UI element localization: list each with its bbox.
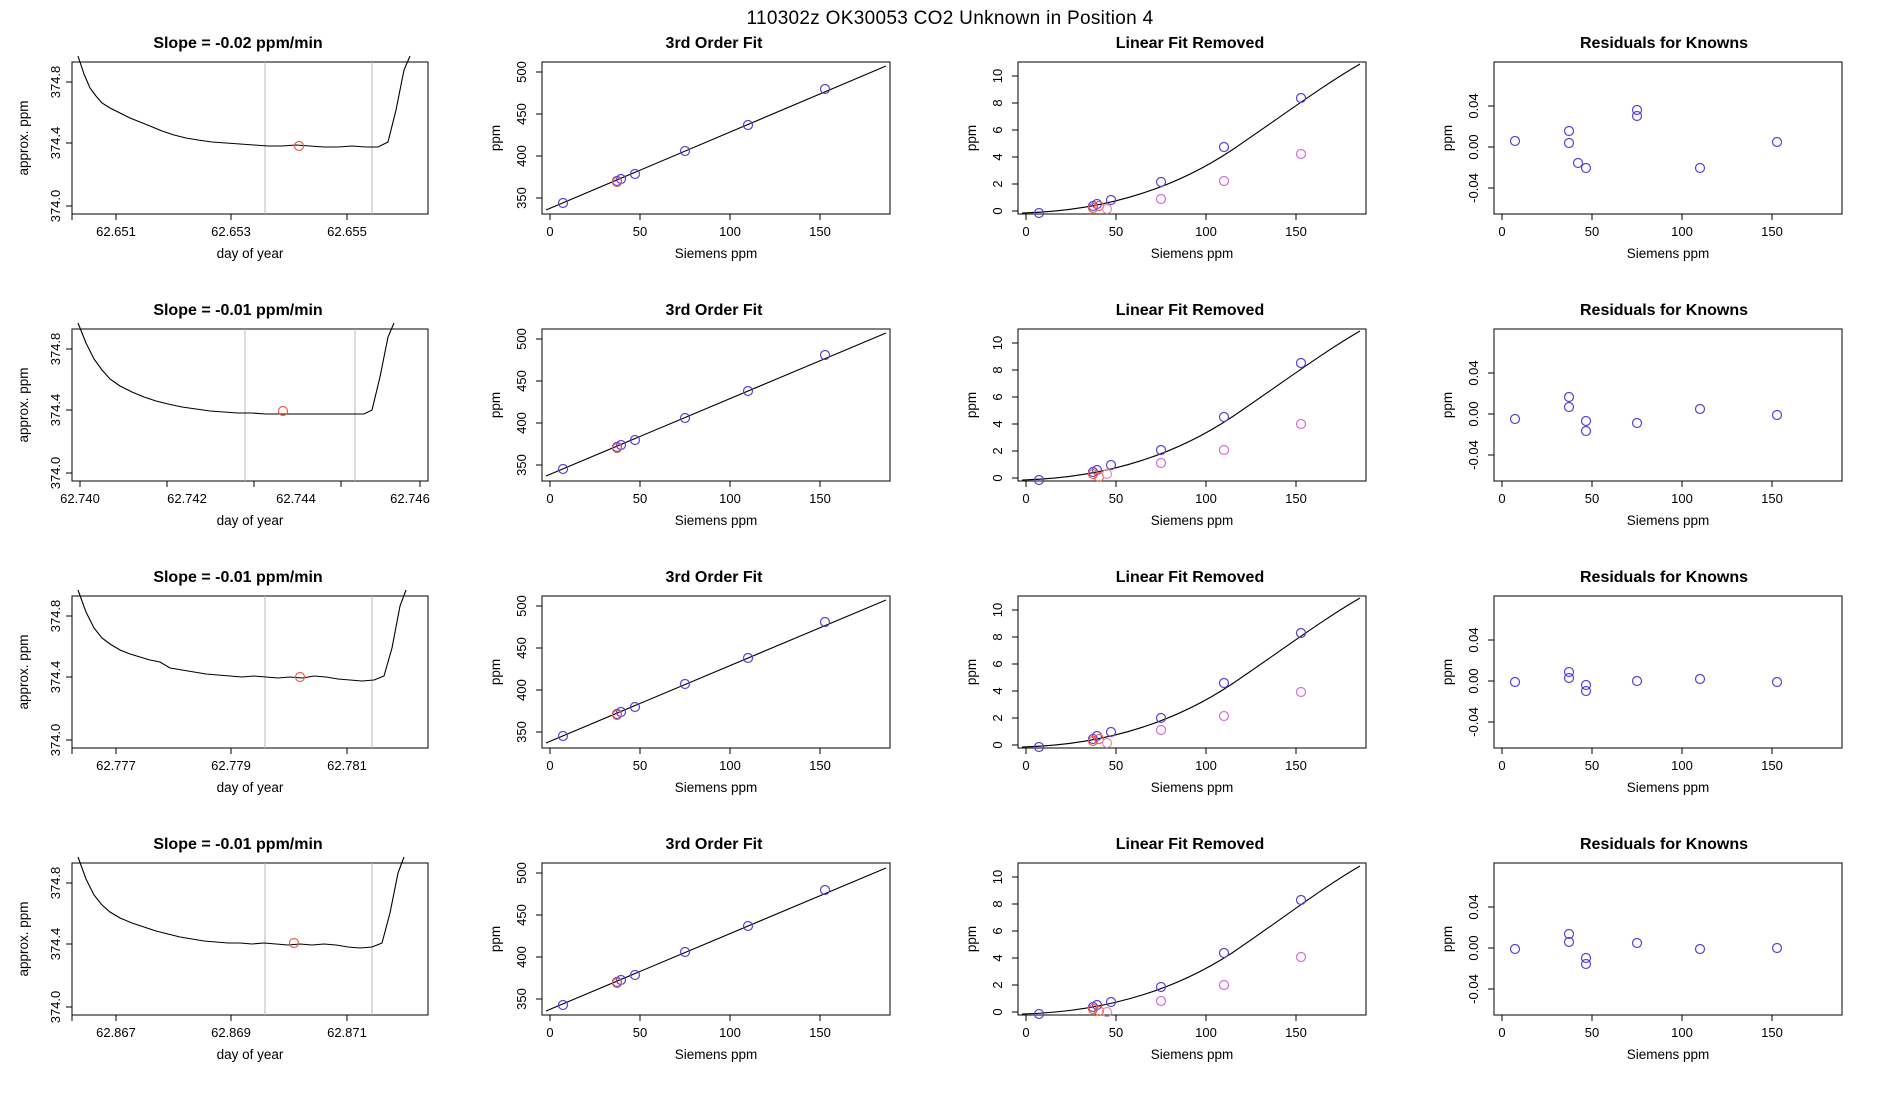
tick-x-2: 50 — [1108, 224, 1124, 239]
panel-row2-timeseries — [0, 297, 476, 564]
panel-title-slope-2: Slope = -0.01 ppm/min — [153, 302, 323, 319]
tick-y-4: 6 — [990, 660, 1005, 668]
tick-y-4: 6 — [990, 393, 1005, 401]
tick-y-4: 500 — [514, 328, 529, 350]
panel-row-2 — [0, 297, 1900, 564]
axis-label-x: Siemens ppm — [674, 246, 758, 261]
tick-x-1: 0 — [1498, 1025, 1506, 1040]
plot-row1-col2 — [476, 30, 952, 297]
axis-label-x: day of year — [216, 513, 284, 528]
tick-y-3: 450 — [514, 370, 529, 392]
axis-label-y: ppm — [964, 124, 979, 152]
tick-y-2: 374.4 — [48, 927, 63, 961]
axis-label-x: Siemens ppm — [674, 513, 758, 528]
tick-x-3: 100 — [1195, 758, 1217, 773]
tick-y-3: 0.04 — [1466, 627, 1481, 653]
tick-x-3: 100 — [719, 1025, 741, 1040]
tick-x-3: 62.781 — [327, 758, 367, 773]
axis-label-y: ppm — [488, 925, 503, 953]
axis-label-x: Siemens ppm — [1150, 513, 1234, 528]
tick-y-3: 450 — [514, 103, 529, 125]
tick-y-5: 8 — [990, 633, 1005, 641]
panel-row-4 — [0, 831, 1900, 1098]
tick-x-3: 62.655 — [327, 224, 367, 239]
tick-y-3: 0.04 — [1466, 360, 1481, 386]
axis-label-y: ppm — [488, 391, 503, 419]
plot-row4-col4 — [1428, 831, 1900, 1098]
axis-label-y: ppm — [1440, 925, 1455, 953]
tick-x-2: 50 — [1108, 1025, 1124, 1040]
plot-row2-col2 — [476, 297, 952, 564]
axis-label-y: approx. ppm — [16, 634, 31, 710]
tick-x-3: 62.744 — [276, 491, 316, 506]
tick-x-3: 100 — [1671, 1025, 1693, 1040]
panel-row1-thirdorder — [476, 30, 952, 297]
tick-y-6: 10 — [990, 68, 1005, 84]
tick-y-1: 0 — [990, 474, 1005, 482]
tick-y-1: 374.0 — [48, 456, 63, 490]
tick-x-2: 62.869 — [211, 1025, 251, 1040]
tick-y-2: 0.00 — [1466, 134, 1481, 160]
tick-y-2: 2 — [990, 447, 1005, 455]
tick-y-3: 0.04 — [1466, 93, 1481, 119]
tick-y-6: 10 — [990, 869, 1005, 885]
axis-label-y: ppm — [1440, 391, 1455, 419]
axis-label-x: Siemens ppm — [1150, 780, 1234, 795]
plot-row2-col3 — [952, 297, 1428, 564]
axis-label-y: ppm — [488, 124, 503, 152]
axis-label-y: approx. ppm — [16, 100, 31, 176]
tick-y-1: 374.0 — [48, 189, 63, 223]
plot-row1-col1 — [0, 30, 476, 297]
tick-y-1: 374.0 — [48, 723, 63, 757]
panel-title-3rd-4: 3rd Order Fit — [665, 836, 763, 853]
tick-x-3: 100 — [1195, 224, 1217, 239]
axis-label-x: Siemens ppm — [674, 1047, 758, 1062]
tick-y-1: -0.04 — [1466, 173, 1481, 203]
axis-label-x: Siemens ppm — [1626, 780, 1710, 795]
tick-y-2: 400 — [514, 412, 529, 434]
tick-y-1: -0.04 — [1466, 707, 1481, 737]
panel-title-slope-3: Slope = -0.01 ppm/min — [153, 569, 323, 586]
panel-row1-timeseries — [0, 30, 476, 297]
panel-title-linear-1: Linear Fit Removed — [1115, 35, 1265, 52]
tick-y-1: 0 — [990, 207, 1005, 215]
panel-title-resid-1: Residuals for Knowns — [1579, 35, 1749, 52]
tick-y-5: 8 — [990, 366, 1005, 374]
panel-title-slope-1: Slope = -0.02 ppm/min — [153, 35, 323, 52]
tick-x-3: 62.871 — [327, 1025, 367, 1040]
plot-row3-col3 — [952, 564, 1428, 831]
panel-grid — [0, 30, 1900, 1100]
tick-y-2: 400 — [514, 145, 529, 167]
tick-y-4: 500 — [514, 862, 529, 884]
tick-x-2: 50 — [1108, 758, 1124, 773]
axis-label-y: ppm — [1440, 124, 1455, 152]
axis-label-y: approx. ppm — [16, 901, 31, 977]
tick-y-2: 374.4 — [48, 660, 63, 694]
tick-y-3: 4 — [990, 420, 1005, 428]
tick-y-2: 0.00 — [1466, 401, 1481, 427]
axis-label-y: ppm — [964, 391, 979, 419]
panel-row2-residuals — [1428, 297, 1900, 564]
axis-label-y: ppm — [488, 658, 503, 686]
tick-x-1: 62.740 — [60, 491, 100, 506]
page-title: 110302z OK30053 CO2 Unknown in Position 4 — [746, 8, 1154, 29]
tick-x-4: 150 — [809, 1025, 831, 1040]
tick-y-2: 2 — [990, 981, 1005, 989]
axis-label-y: ppm — [964, 925, 979, 953]
panel-title-3rd-3: 3rd Order Fit — [665, 569, 763, 586]
panel-row4-thirdorder — [476, 831, 952, 1098]
axis-label-x: day of year — [216, 780, 284, 795]
panel-title-3rd-1: 3rd Order Fit — [665, 35, 763, 52]
plot-row2-col1 — [0, 297, 476, 564]
tick-x-2: 50 — [632, 491, 648, 506]
tick-y-3: 374.8 — [48, 65, 63, 99]
tick-y-3: 450 — [514, 637, 529, 659]
plot-row3-col2 — [476, 564, 952, 831]
tick-y-1: 374.0 — [48, 990, 63, 1024]
tick-x-4: 150 — [1285, 1025, 1307, 1040]
tick-y-1: 350 — [514, 988, 529, 1010]
panel-row4-linearremoved — [952, 831, 1428, 1098]
tick-x-2: 50 — [632, 224, 648, 239]
panel-row3-residuals — [1428, 564, 1900, 831]
tick-x-3: 100 — [719, 224, 741, 239]
tick-y-2: 374.4 — [48, 393, 63, 427]
panel-title-slope-4: Slope = -0.01 ppm/min — [153, 836, 323, 853]
tick-y-1: -0.04 — [1466, 440, 1481, 470]
tick-x-4: 150 — [809, 224, 831, 239]
tick-x-3: 100 — [1195, 1025, 1217, 1040]
tick-y-3: 374.8 — [48, 332, 63, 366]
plot-row4-col2 — [476, 831, 952, 1098]
axis-label-y: ppm — [1440, 658, 1455, 686]
tick-y-3: 450 — [514, 904, 529, 926]
panel-row3-linearremoved — [952, 564, 1428, 831]
tick-y-1: 350 — [514, 187, 529, 209]
tick-x-4: 150 — [1285, 758, 1307, 773]
tick-y-3: 374.8 — [48, 866, 63, 900]
panel-title-resid-2: Residuals for Knowns — [1579, 302, 1749, 319]
panel-row2-thirdorder — [476, 297, 952, 564]
tick-y-2: 400 — [514, 679, 529, 701]
tick-x-2: 50 — [1584, 758, 1600, 773]
panel-row3-thirdorder — [476, 564, 952, 831]
tick-y-5: 8 — [990, 900, 1005, 908]
tick-x-3: 100 — [719, 491, 741, 506]
plot-row2-col4 — [1428, 297, 1900, 564]
panel-title-linear-4: Linear Fit Removed — [1115, 836, 1265, 853]
tick-y-3: 374.8 — [48, 599, 63, 633]
panel-row4-timeseries — [0, 831, 476, 1098]
axis-label-x: day of year — [216, 246, 284, 261]
tick-y-4: 500 — [514, 61, 529, 83]
panel-title-linear-3: Linear Fit Removed — [1115, 569, 1265, 586]
tick-x-2: 50 — [632, 1025, 648, 1040]
tick-x-2: 50 — [1584, 491, 1600, 506]
tick-x-1: 0 — [1022, 491, 1030, 506]
plot-row4-col3 — [952, 831, 1428, 1098]
panel-row3-timeseries — [0, 564, 476, 831]
tick-x-2: 50 — [632, 758, 648, 773]
tick-x-2: 62.742 — [167, 491, 207, 506]
tick-y-1: 350 — [514, 454, 529, 476]
tick-x-1: 0 — [1498, 224, 1506, 239]
tick-x-4: 150 — [1761, 224, 1783, 239]
axis-label-x: Siemens ppm — [1150, 246, 1234, 261]
panel-title-resid-3: Residuals for Knowns — [1579, 569, 1749, 586]
tick-x-4: 150 — [1285, 491, 1307, 506]
tick-y-1: 350 — [514, 721, 529, 743]
tick-y-3: 4 — [990, 153, 1005, 161]
tick-y-2: 0.00 — [1466, 668, 1481, 694]
axis-label-x: Siemens ppm — [1626, 246, 1710, 261]
tick-x-1: 62.867 — [96, 1025, 136, 1040]
tick-y-3: 4 — [990, 687, 1005, 695]
tick-y-2: 400 — [514, 946, 529, 968]
tick-x-3: 100 — [719, 758, 741, 773]
axis-label-x: day of year — [216, 1047, 284, 1062]
tick-x-2: 50 — [1584, 224, 1600, 239]
tick-y-2: 374.4 — [48, 126, 63, 160]
panel-row2-linearremoved — [952, 297, 1428, 564]
tick-x-4: 150 — [809, 491, 831, 506]
panel-title-linear-2: Linear Fit Removed — [1115, 302, 1265, 319]
panel-title-resid-4: Residuals for Knowns — [1579, 836, 1749, 853]
axis-label-y: approx. ppm — [16, 367, 31, 443]
panel-row-1 — [0, 30, 1900, 297]
tick-y-5: 8 — [990, 99, 1005, 107]
tick-x-1: 0 — [546, 758, 554, 773]
tick-x-2: 50 — [1584, 1025, 1600, 1040]
tick-x-3: 100 — [1671, 224, 1693, 239]
tick-x-1: 0 — [1498, 491, 1506, 506]
panel-row1-linearremoved — [952, 30, 1428, 297]
axis-label-x: Siemens ppm — [1150, 1047, 1234, 1062]
tick-x-4: 150 — [1761, 758, 1783, 773]
tick-x-4: 62.746 — [390, 491, 430, 506]
tick-x-4: 150 — [809, 758, 831, 773]
tick-y-4: 6 — [990, 927, 1005, 935]
tick-y-1: 0 — [990, 741, 1005, 749]
axis-label-x: Siemens ppm — [1626, 513, 1710, 528]
plot-row1-col4 — [1428, 30, 1900, 297]
tick-x-1: 0 — [1498, 758, 1506, 773]
tick-y-1: 0 — [990, 1008, 1005, 1016]
plot-row4-col1 — [0, 831, 476, 1098]
tick-x-1: 62.777 — [96, 758, 136, 773]
panel-row-3 — [0, 564, 1900, 831]
axis-label-y: ppm — [964, 658, 979, 686]
tick-y-4: 500 — [514, 595, 529, 617]
panel-row4-residuals — [1428, 831, 1900, 1098]
tick-x-1: 0 — [1022, 224, 1030, 239]
tick-x-4: 150 — [1761, 1025, 1783, 1040]
tick-x-2: 50 — [1108, 491, 1124, 506]
tick-x-2: 62.653 — [211, 224, 251, 239]
tick-y-6: 10 — [990, 335, 1005, 351]
tick-x-1: 0 — [1022, 1025, 1030, 1040]
tick-y-2: 2 — [990, 180, 1005, 188]
tick-y-2: 2 — [990, 714, 1005, 722]
tick-x-3: 100 — [1195, 491, 1217, 506]
tick-y-4: 6 — [990, 126, 1005, 134]
tick-x-1: 0 — [546, 1025, 554, 1040]
tick-y-1: -0.04 — [1466, 974, 1481, 1004]
panel-title-3rd-2: 3rd Order Fit — [665, 302, 763, 319]
tick-y-6: 10 — [990, 602, 1005, 618]
tick-y-3: 4 — [990, 954, 1005, 962]
tick-x-1: 62.651 — [96, 224, 136, 239]
plot-row3-col1 — [0, 564, 476, 831]
tick-x-1: 0 — [546, 491, 554, 506]
tick-y-3: 0.04 — [1466, 894, 1481, 920]
panel-row1-residuals — [1428, 30, 1900, 297]
tick-x-2: 62.779 — [211, 758, 251, 773]
axis-label-x: Siemens ppm — [1626, 1047, 1710, 1062]
tick-x-1: 0 — [1022, 758, 1030, 773]
tick-y-2: 0.00 — [1466, 935, 1481, 961]
tick-x-4: 150 — [1285, 224, 1307, 239]
tick-x-1: 0 — [546, 224, 554, 239]
tick-x-3: 100 — [1671, 491, 1693, 506]
tick-x-3: 100 — [1671, 758, 1693, 773]
plot-row3-col4 — [1428, 564, 1900, 831]
tick-x-4: 150 — [1761, 491, 1783, 506]
axis-label-x: Siemens ppm — [674, 780, 758, 795]
plot-row1-col3 — [952, 30, 1428, 297]
